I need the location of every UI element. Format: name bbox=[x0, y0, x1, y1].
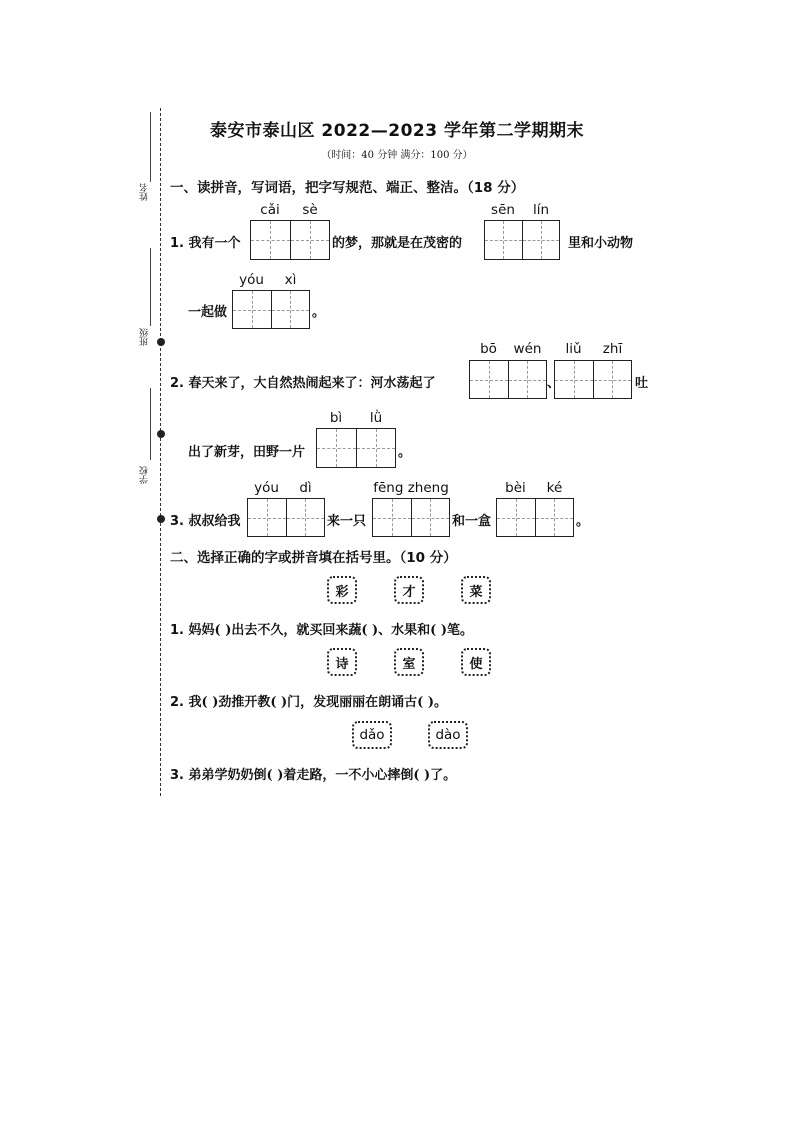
pinyin: liǔ bbox=[565, 341, 582, 357]
page-title: 泰安市泰山区 2022—2023 学年第二学期期末 bbox=[210, 121, 584, 141]
binding-hole-2 bbox=[157, 430, 165, 438]
writing-grid[interactable] bbox=[247, 498, 325, 537]
question-number: 2. bbox=[170, 695, 184, 710]
pinyin: wén bbox=[513, 341, 542, 357]
exam-info: （时间：40 分钟 满分：100 分） bbox=[321, 150, 473, 161]
section2-heading: 二、选择正确的字或拼音填在括号里。（10 分） bbox=[170, 550, 457, 566]
pinyin: xì bbox=[284, 272, 297, 288]
pinyin: lín bbox=[532, 202, 550, 218]
question-text: 我有一个 bbox=[188, 236, 241, 251]
question-text: 我( )劲推开教( )门，发现丽丽在朗诵古( )。 bbox=[188, 695, 447, 710]
separator: 、 bbox=[547, 376, 561, 391]
question-text: 出了新芽，田野一片 bbox=[188, 445, 306, 460]
writing-grid[interactable] bbox=[496, 498, 574, 537]
writing-grid[interactable] bbox=[484, 220, 560, 260]
choice-chip: 室 bbox=[394, 648, 424, 676]
pinyin: dì bbox=[299, 480, 312, 496]
pinyin: bì bbox=[329, 410, 343, 426]
pinyin: sēn bbox=[491, 202, 515, 218]
question-text: 一起做 bbox=[188, 305, 228, 320]
pinyin: sè bbox=[302, 202, 318, 218]
question-text: 来一只 bbox=[327, 514, 367, 529]
name-label: 姓名 bbox=[140, 183, 150, 201]
pinyin: bō bbox=[480, 341, 497, 357]
writing-grid[interactable] bbox=[250, 220, 330, 260]
question-text: 春天来了，大自然热闹起来了：河水荡起了 bbox=[188, 376, 436, 391]
question-text: 的梦，那就是在茂密的 bbox=[332, 236, 463, 251]
writing-grid[interactable] bbox=[372, 498, 450, 537]
binding-hole-1 bbox=[157, 338, 165, 346]
question-text: 。 bbox=[312, 305, 326, 320]
writing-grid[interactable] bbox=[469, 360, 547, 399]
choice-chip: 使 bbox=[461, 648, 491, 676]
question-text: 吐 bbox=[635, 376, 649, 391]
school-label: 学校 bbox=[140, 466, 150, 484]
question-text: 妈妈( )出去不久，就买回来蔬( )、水果和( )笔。 bbox=[188, 623, 473, 638]
question-number: 3. bbox=[170, 514, 184, 529]
pinyin: bèi bbox=[505, 480, 526, 496]
choice-chip: 菜 bbox=[461, 576, 491, 604]
choice-chip: dào bbox=[428, 721, 468, 749]
pinyin: fēng zheng bbox=[373, 480, 449, 496]
question-number: 3. bbox=[170, 768, 184, 783]
choice-chip: 彩 bbox=[327, 576, 357, 604]
question-text: 。 bbox=[398, 445, 412, 460]
question-number: 2. bbox=[170, 376, 184, 391]
pinyin: ké bbox=[546, 480, 563, 496]
writing-grid[interactable] bbox=[554, 360, 632, 399]
class-label: 班级 bbox=[140, 328, 150, 346]
question-line bbox=[170, 232, 241, 251]
question-text: 弟弟学奶奶倒( )着走路，一不小心摔倒( )了。 bbox=[188, 768, 457, 783]
question-text: 和一盒 bbox=[452, 514, 492, 529]
question-text: 。 bbox=[576, 514, 590, 529]
binding-dashed-line bbox=[160, 108, 161, 796]
choice-chip: 诗 bbox=[327, 648, 357, 676]
pinyin: yóu bbox=[239, 272, 264, 288]
question-line bbox=[170, 619, 473, 638]
pinyin: yóu bbox=[254, 480, 279, 496]
school-blank-line bbox=[150, 388, 151, 460]
question-line bbox=[170, 372, 436, 391]
pinyin: zhī bbox=[602, 341, 623, 357]
question-line bbox=[170, 510, 241, 529]
choice-chip: dǎo bbox=[352, 721, 392, 749]
writing-grid[interactable] bbox=[316, 428, 396, 468]
writing-grid[interactable] bbox=[232, 290, 310, 329]
question-text: 里和小动物 bbox=[568, 236, 634, 251]
class-blank-line bbox=[150, 248, 151, 326]
binding-hole-3 bbox=[157, 515, 165, 523]
question-line bbox=[170, 764, 456, 783]
question-line bbox=[170, 691, 447, 710]
question-number: 1. bbox=[170, 236, 184, 251]
choice-chip: 才 bbox=[394, 576, 424, 604]
section1-heading: 一、读拼音，写词语，把字写规范、端正、整洁。（18 分） bbox=[170, 180, 525, 196]
pinyin: cǎi bbox=[260, 202, 280, 218]
pinyin: lǜ bbox=[369, 410, 383, 426]
question-text: 叔叔给我 bbox=[188, 514, 241, 529]
question-number: 1. bbox=[170, 623, 184, 638]
